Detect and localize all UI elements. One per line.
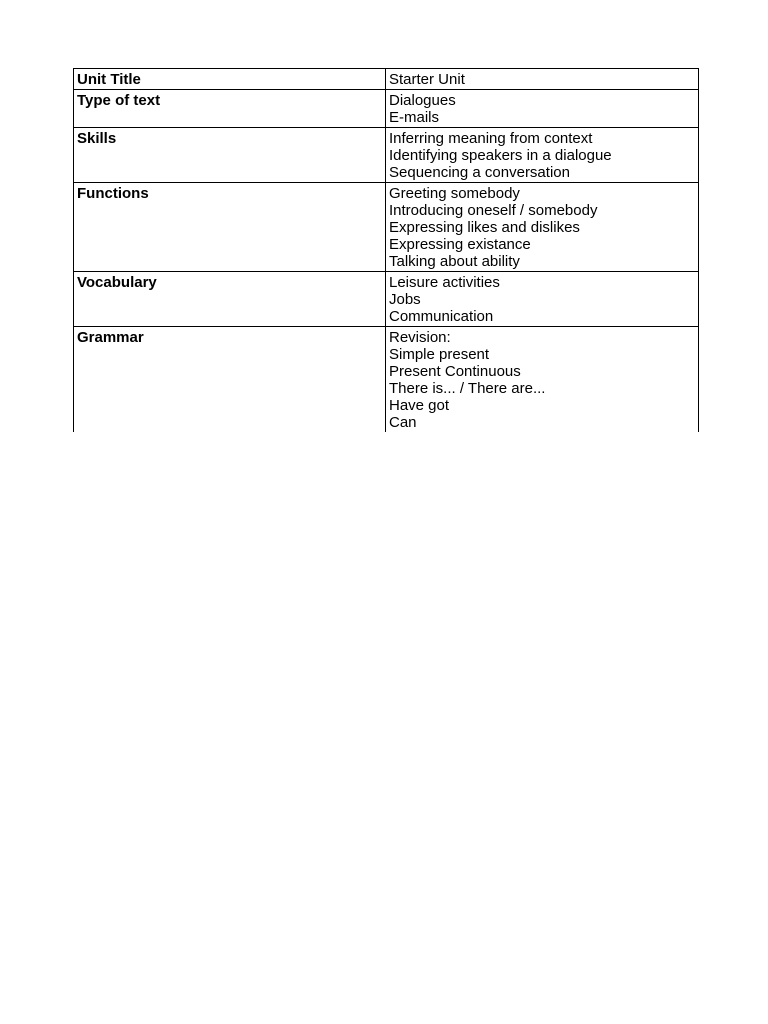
row-label: Grammar [74,327,386,433]
value-line: Inferring meaning from context [389,130,593,147]
value-line: Revision: [389,329,451,346]
value-line: Identifying speakers in a dialogue [389,147,612,164]
row-value [386,327,699,433]
row-value [386,90,699,128]
table-row-vocabulary [74,272,699,327]
value-line: Starter Unit [389,71,465,88]
row-value [386,272,699,327]
row-value [386,69,699,90]
value-line: Sequencing a conversation [389,164,570,181]
value-line: E-mails [389,109,440,126]
value-line: Expressing existance [389,236,531,253]
value-line: Communication [389,308,494,325]
row-label: Functions [74,183,386,272]
value-line: Leisure activities [389,274,500,291]
table-row-functions [74,183,699,272]
table-row-grammar [74,327,699,433]
value-line: Present Continuous [389,363,521,380]
row-label: Type of text [74,90,386,128]
value-line: Talking about ability [389,253,520,270]
table-row-type-of-text [74,90,699,128]
value-line: Have got [389,397,450,414]
row-label: Unit Title [74,69,386,90]
table-row-unit-title [74,69,699,90]
value-line: Dialogues [389,92,456,109]
value-line: Jobs [389,291,421,308]
value-line: Simple present [389,346,490,363]
row-value [386,183,699,272]
value-line: Can [389,414,417,431]
row-value [386,128,699,183]
value-line: Introducing oneself / somebody [389,202,598,219]
value-line: Expressing likes and dislikes [389,219,580,236]
row-label: Vocabulary [74,272,386,327]
row-label: Skills [74,128,386,183]
value-line: Greeting somebody [389,185,520,202]
table-row-skills [74,128,699,183]
unit-overview-table [73,68,699,432]
value-line: There is... / There are... [389,380,546,397]
